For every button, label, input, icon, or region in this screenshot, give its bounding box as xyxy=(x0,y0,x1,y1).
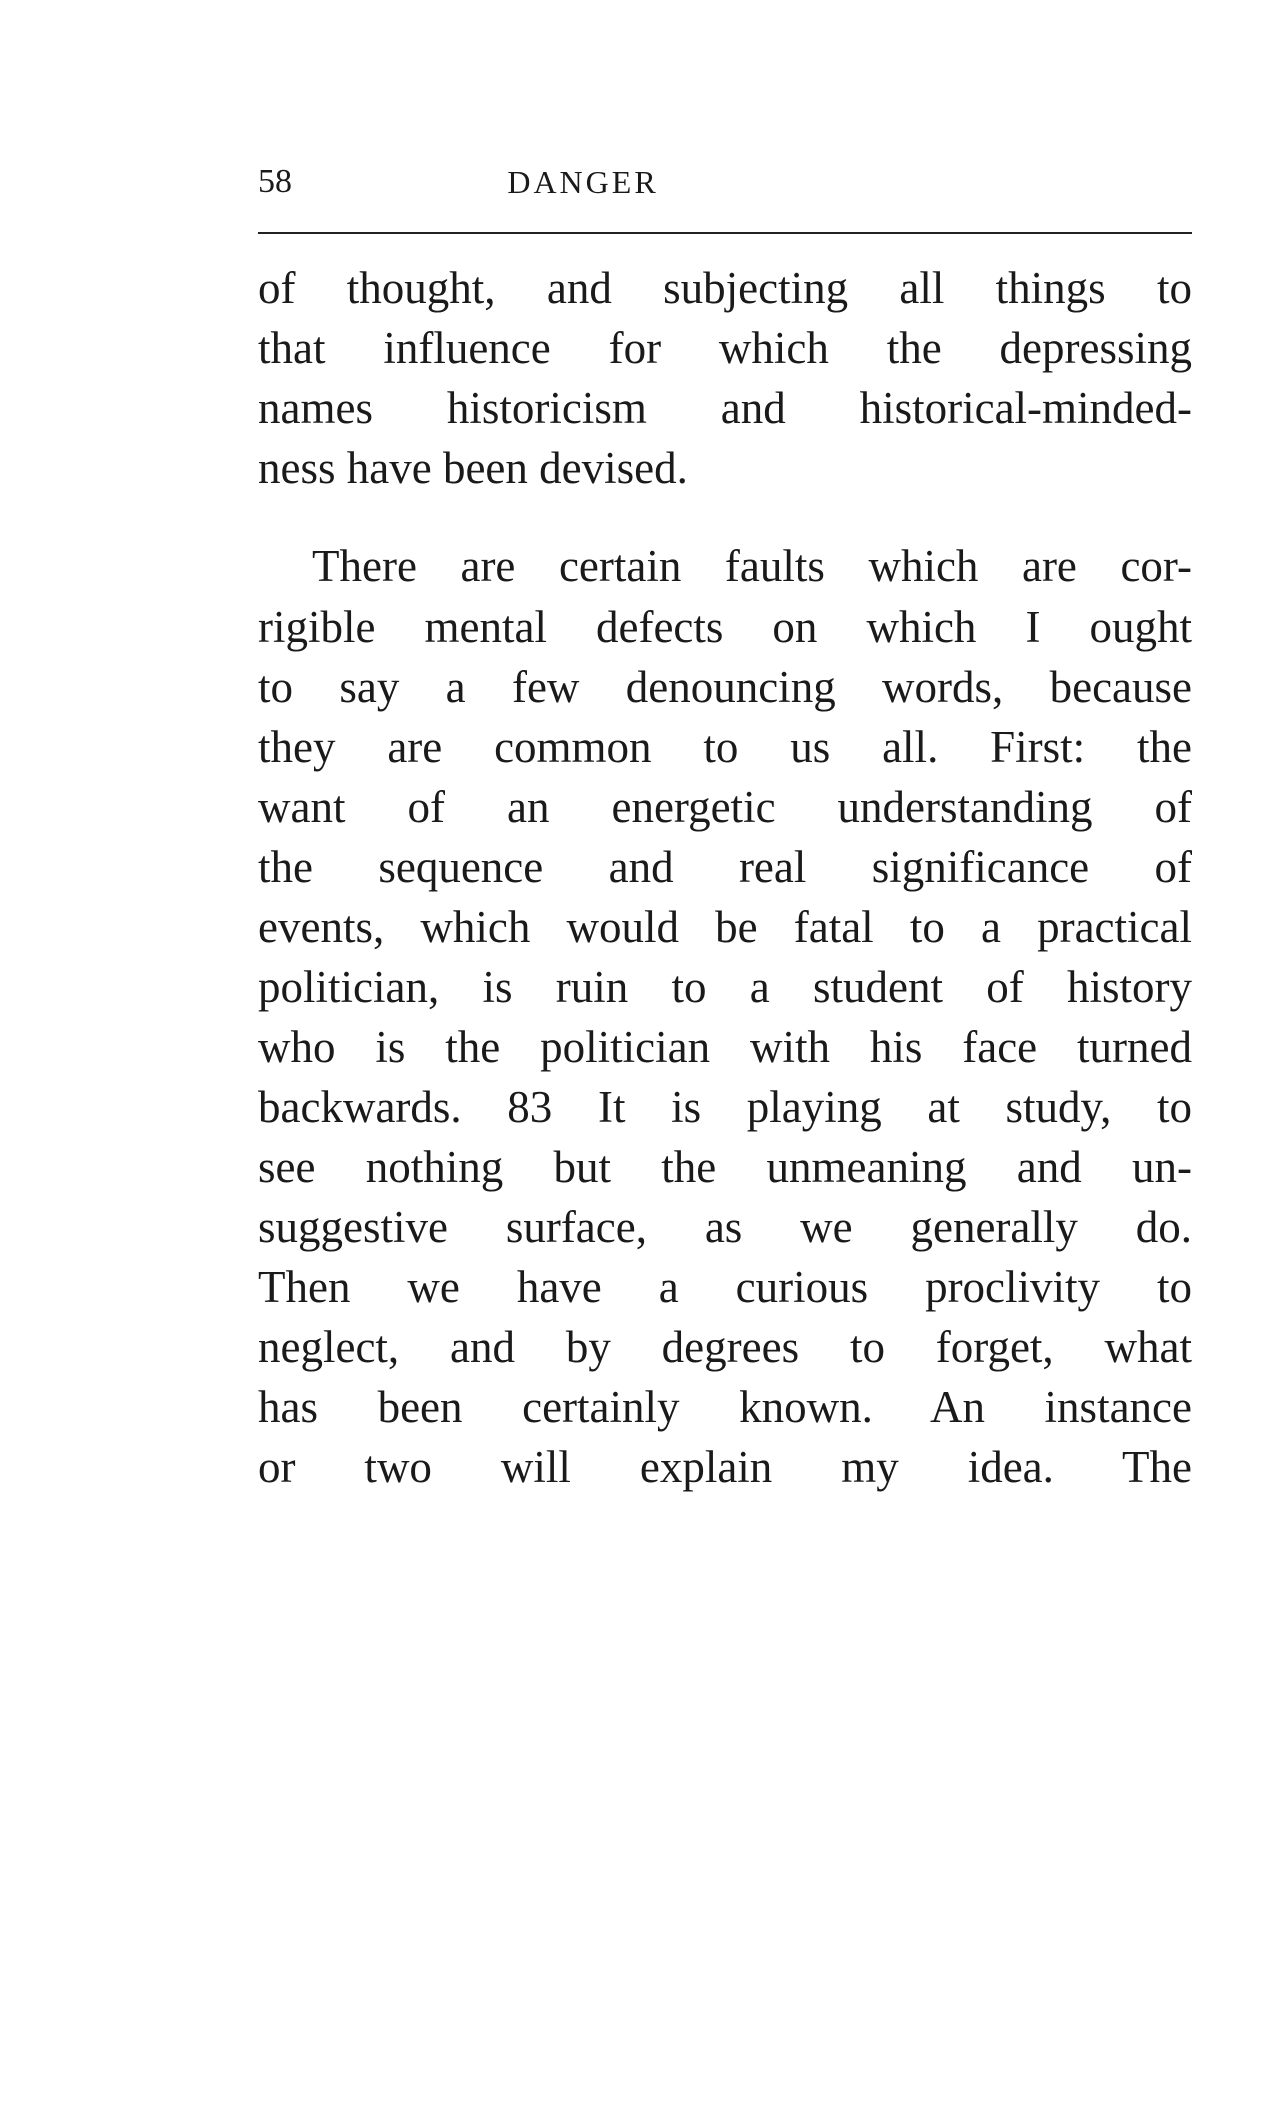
text-line: that influence for which the depressing xyxy=(258,323,1192,373)
text-line: they are common to us all. First: the xyxy=(258,722,1192,772)
text-line: who is the politician with his face turned xyxy=(258,1022,1192,1072)
text-line: the sequence and real significance of xyxy=(258,842,1192,892)
text-line: of thought, and subjecting all things to xyxy=(258,263,1192,313)
text-line: want of an energetic understanding of xyxy=(258,782,1192,832)
running-head xyxy=(258,158,1192,206)
text-line: names historicism and historical-minded- xyxy=(258,383,1192,433)
text-line: events, which would be fatal to a practical xyxy=(258,902,1192,952)
text-line: ness have been devised. xyxy=(258,443,688,493)
text-line: backwards. 83 It is playing at study, to xyxy=(258,1082,1192,1132)
text-line: has been certainly known. An instance xyxy=(258,1382,1192,1432)
text-line: neglect, and by degrees to forget, what xyxy=(258,1322,1192,1372)
header-rule xyxy=(258,232,1192,234)
running-title: DANGER xyxy=(507,164,659,200)
text-line: rigible mental defects on which I ought xyxy=(258,602,1192,652)
page-number: 58 xyxy=(258,163,292,200)
text-line: see nothing but the unmeaning and un- xyxy=(258,1142,1192,1192)
paragraph-first-line: There are certain faults which are cor- xyxy=(312,541,1192,591)
text-line: or two will explain my idea. The xyxy=(258,1442,1192,1492)
text-line: to say a few denouncing words, because xyxy=(258,662,1192,712)
text-line: Then we have a curious proclivity to xyxy=(258,1262,1192,1312)
text-line: suggestive surface, as we generally do. xyxy=(258,1202,1192,1252)
text-line: politician, is ruin to a student of history xyxy=(258,962,1192,1012)
